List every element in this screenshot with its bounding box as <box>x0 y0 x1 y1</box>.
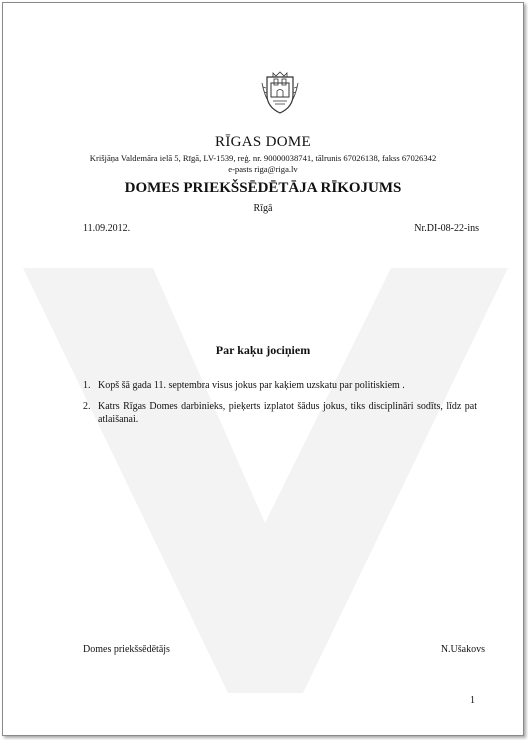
item-text: Katrs Rīgas Domes darbinieks, pieķerts izplatot šādus jokus, tiks disciplināri sodīts, līdz pat atlaišanai. <box>98 401 477 425</box>
item-number: 2. <box>83 401 91 412</box>
riga-coat-of-arms-icon <box>261 69 299 117</box>
list-item <box>83 379 477 392</box>
document-title: DOMES PRIEKŠSĒDĒTĀJA RĪKOJUMS <box>124 180 402 196</box>
organization-address: Krišjāņa Valdemāra ielā 5, Rīgā, LV-1539, reģ. nr. 90000038741, tālrunis 67026138, fakss 67026342 <box>89 153 437 163</box>
document-page <box>2 2 524 736</box>
item-number: 1. <box>83 380 91 391</box>
document-number: Nr.DI-08-22-ins <box>414 223 479 234</box>
document-city: Rīgā <box>253 203 273 214</box>
signature-name: N.Ušakovs <box>440 644 485 655</box>
document-date: 11.09.2012. <box>83 223 131 234</box>
list-item <box>83 400 477 426</box>
page-number: 1 <box>470 695 475 706</box>
document-subject: Par kaķu jociņiem <box>215 343 311 357</box>
order-items <box>83 379 477 434</box>
item-text: Kopš šā gada 11. septembra visus jokus par kaķiem uzskatu par politiskiem . <box>98 380 405 391</box>
organization-name: RĪGAS DOME <box>215 134 311 150</box>
signature-role: Domes priekšsēdētājs <box>83 644 170 655</box>
organization-email: e-pasts riga@riga.lv <box>228 164 298 174</box>
